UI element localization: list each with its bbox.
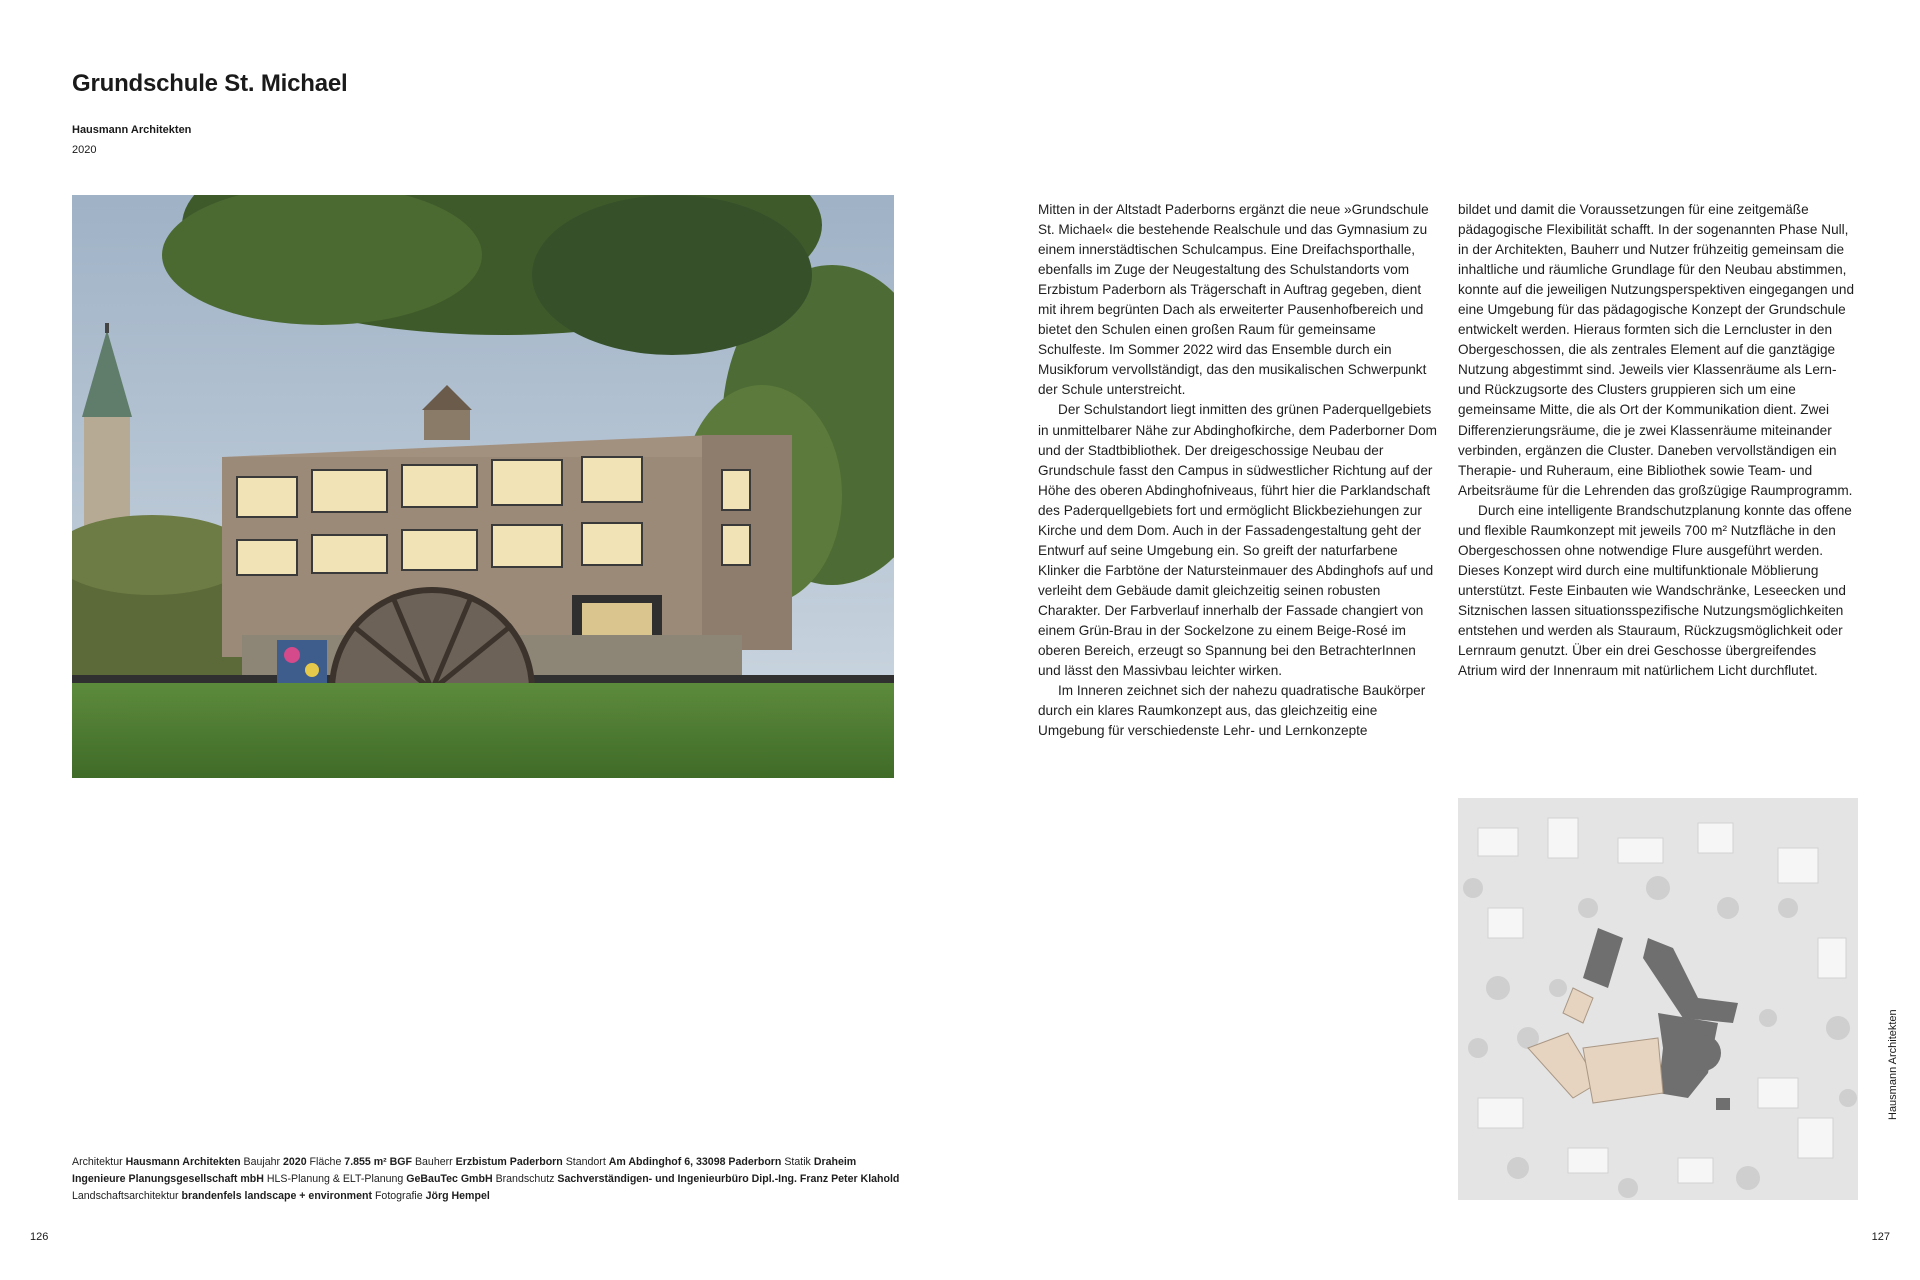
credit-value: Sachverständigen- und Ingenieurbüro Dipl.-Ing. Franz Peter Klahold <box>557 1173 900 1185</box>
credit-label: Landschaftsarchitektur <box>72 1190 179 1202</box>
credit-value: brandenfels landscape + environment <box>181 1190 372 1202</box>
side-running-label: Hausmann Architekten <box>1887 1009 1899 1120</box>
credit-value: 7.855 m² BGF <box>344 1156 413 1168</box>
architect-name: Hausmann Architekten <box>72 124 192 136</box>
credit-value: Draheim Ingenieure Planungsgesellschaft mbH <box>72 1156 857 1185</box>
credit-value: Hausmann Architekten <box>125 1156 241 1168</box>
credit-label: Fläche <box>309 1156 342 1168</box>
credit-value: GeBauTec GmbH <box>406 1173 493 1185</box>
project-year: 2020 <box>72 144 97 156</box>
body-paragraph: Im Inneren zeichnet sich der nahezu quadratische Baukörper durch ein klares Raumkonzept aus, das gleichzeitig eine Umgebung für verschiedenste Lehr- und Lernkonzepte <box>1038 683 1426 739</box>
credit-label: Architektur <box>72 1156 123 1168</box>
credit-label: Standort <box>565 1156 606 1168</box>
credit-value: 2020 <box>283 1156 307 1168</box>
building-photo-illustration <box>72 195 894 778</box>
credit-label: Baujahr <box>243 1156 281 1168</box>
credit-label: Brandschutz <box>495 1173 555 1185</box>
page-number-left: 126 <box>30 1231 49 1243</box>
body-paragraph: Mitten in der Altstadt Paderborns ergänzt die neue »Grundschule St. Michael« die bestehende Realschule und das Gymnasium zu einem innerstädtischen Schulcampus. Eine Dreifachsporthalle, ebenfalls im Zuge der Neugestaltung des Schulstandorts vom Erzbistum Paderborn als Trägerschaft in Auftrag gegeben, dient mit ihrem begrünten Dach als erweiterter Pausenhofbereich und bietet den Schulen einen großen Raum für gemeinsame Schulfeste. Im Sommer 2022 wird das Ensemble durch ein Musikforum vervollständigt, das den musikalischen Schwerpunkt der Schule unterstreicht. <box>1038 202 1429 398</box>
body-text-column-2 <box>1458 200 1858 681</box>
page-title: Grundschule St. Michael <box>72 70 348 97</box>
building-photo <box>72 195 894 778</box>
project-credits <box>72 1154 902 1205</box>
credit-label: Statik <box>784 1156 811 1168</box>
page-number-right: 127 <box>1871 1231 1890 1243</box>
credit-value: Am Abdinghof 6, 33098 Paderborn <box>608 1156 782 1168</box>
body-paragraph: Der Schulstandort liegt inmitten des grünen Paderquellgebiets in unmittelbarer Nähe zur Abdinghofkirche, dem Paderborner Dom und der Stadtbibliothek. Der dreigeschossige Neubau der Grundschule fasst den Campus in südwestlicher Richtung auf der Höhe des oberen Abdinghofniveaus, führt hier die Parklandschaft des Paderquellgebiets fort und ermöglicht Blickbeziehungen zur Kirche und dem Dom. Auch in der Fassadengestaltung geht der Entwurf auf seine Umgebung ein. So greift der naturfarbene Klinker die Farbtöne der Natursteinmauer des Abdinghofs auf und verleiht dem Gebäude damit gleichzeitig seinen robusten Charakter. Der Farbverlauf innerhalb der Fassade changiert von einem Grün-Brau in der Sockelzone zu einem Beige-Rosé im oberen Bereich, erzeugt so Spannung bei den BetrachterInnen und lässt den Massivbau leichter wirken. <box>1038 402 1437 679</box>
credit-label: HLS-Planung & ELT-Planung <box>266 1173 404 1185</box>
credit-label: Fotografie <box>374 1190 423 1202</box>
credit-value: Jörg Hempel <box>425 1190 490 1202</box>
body-text-column-1 <box>1038 200 1438 741</box>
site-plan-drawing <box>1458 798 1858 1200</box>
body-paragraph: bildet und damit die Voraussetzungen für eine zeitgemäße pädagogische Flexibilität schafft. In der sogenannten Phase Null, in der Architekten, Bauherr und Nutzer frühzeitig gemeinsam die inhaltliche und räumliche Grundlage für den Neubau abstimmen, konnte auf die jeweiligen Nutzungsperspektiven eingegangen und eine Umgebung für das pädagogische Konzept der Grundschule entwickelt werden. Hieraus formten sich die Lerncluster in den Obergeschossen, die als zentrales Element auf die ganztägige Nutzung abgestimmt sind. Jeweils vier Klassenräume als Lern- und Rückzugsorte des Clusters gruppieren sich um eine gemeinsame Mitte, die als Ort der Kommunikation dient. Zwei Differenzierungsräume, die je zwei Klassenräume miteinander verbinden, ergänzen die Cluster. Daneben vervollständigen ein Therapie- und Ruheraum, eine Bibliothek sowie Team- und Arbeitsräume für die Lehrenden das großzügige Raumprogramm. <box>1458 202 1855 498</box>
body-paragraph: Durch eine intelligente Brandschutzplanung konnte das offene und flexible Raumkonzept mit jeweils 700 m² Nutzfläche in den Obergeschossen ohne notwendige Flure ausgeführt werden. Dieses Konzept wird durch eine multifunktionale Möblierung unterstützt. Feste Einbauten wie Wandschränke, Leseecken und Sitznischen lassen situationsspezifische Nutzungsmöglichkeiten entstehen und werden als Stauraum, Rückzugsmöglichkeit oder Lernraum genutzt. Über ein drei Geschosse übergreifendes Atrium wird der Innenraum mit natürlichem Licht durchflutet. <box>1458 502 1852 679</box>
credit-value: Erzbistum Paderborn <box>455 1156 563 1168</box>
site-plan <box>1458 798 1858 1200</box>
credit-label: Bauherr <box>414 1156 453 1168</box>
